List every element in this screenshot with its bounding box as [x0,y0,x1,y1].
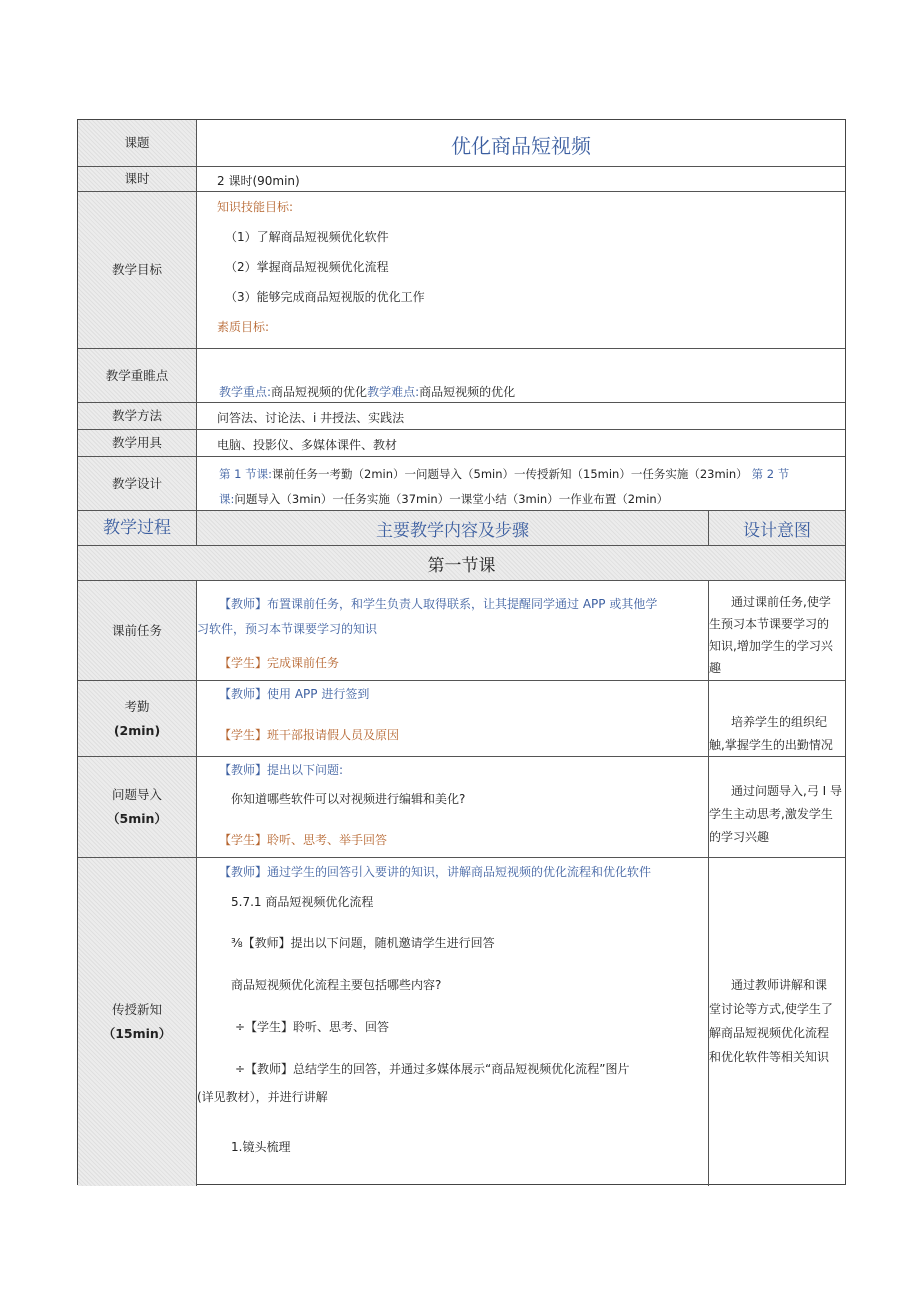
content-line: ÷【学生】聆听、思考、回答 [235,1020,390,1034]
key-points-text: 教学重点:商品短视频的优化教学难点:商品短视频的优化 [219,385,516,399]
hours-value: 2 课时(90min) [217,174,300,188]
content-line: ÷【教师】总结学生的回答，并通过多媒体展示“商品短视频优化流程”图片 [235,1062,630,1076]
content-line: 商品短视频优化流程主要包括哪些内容? [231,978,442,992]
content-line: 1.镜头梳理 [231,1140,291,1154]
intent-line: 和优化软件等相关知识 [709,1050,830,1064]
skill-heading: 知识技能目标: [217,200,294,214]
step-name: 传授新知 [111,1002,162,1017]
title-label: 课题 [78,120,197,166]
step-row-question [78,757,845,858]
tools-label: 教学用具 [78,430,197,456]
quality-heading: 素质目标: [217,320,270,334]
step-row-preclass [78,581,845,681]
sub-heading: 5.7.1 商品短视频优化流程 [231,895,374,909]
intent-line: 堂讨论等方式,使学生了 [709,1002,833,1016]
content-line: (详见教材），并进行讲解 [197,1090,328,1104]
step-name: 课前任务 [111,622,162,638]
step-name: 考勤 [124,698,150,714]
teacher-line: 【教师】使用 APP 进行签到 [219,687,370,701]
methods-value: 问答法、讨论法、i 井授法、实践法 [217,411,405,425]
intent-line: 解商品短视频优化流程 [709,1026,830,1040]
design-line-1: 第 1 节课:课前任务一考勤（2min）一问题导入（5min）一传授新知（15min）一任务实施（23min） 第 2 节 [219,467,790,481]
intent-line: 的学习兴趣 [709,830,770,844]
tools-row [78,430,845,457]
step-time: (2min) [113,722,161,738]
intent-line: 通过教师讲解和课 [731,978,828,992]
intent-line: 通过问题导入,弓 I 导 [731,784,842,798]
process-header-row [78,511,845,546]
hours-label: 课时 [78,167,197,191]
process-col-step: 教学过程 [103,518,171,538]
intent-line: 生预习本节课要学习的 [709,617,830,631]
teacher-line: 【教师】布置课前任务，和学生负责人取得联系，让其提醒同学通过 APP 或其他学 [219,597,658,611]
intent-line: 趣 [709,661,722,675]
process-col-intent: 设计意图 [743,520,811,541]
question-line: 你知道哪些软件可以对视频进行编辑和美化? [231,792,466,806]
intent-line: 触,掌握学生的出勤情况 [709,738,833,752]
objective-item: （3）能够完成商品短视版的优化工作 [225,290,425,304]
tools-value: 电脑、投影仪、多媒体课件、教材 [217,438,398,452]
hours-row [78,167,845,192]
design-line-2: 课:问题导入（3min）一任务实施（37min）一课堂小结（3min）一作业布置（2min） [219,492,669,506]
key-points-row [78,349,845,403]
teacher-line: 习软件，预习本节课要学习的知识 [197,622,378,636]
section-title-row [78,546,845,581]
teacher-line: 【教师】提出以下问题: [219,763,344,777]
student-line: 【学生】聆听、思考、举手回答 [219,833,388,847]
step-time: （15min） [102,1026,172,1041]
key-points-label: 教学重睢点 [78,349,197,402]
objectives-label: 教学目标 [78,192,197,348]
step-time: （5min） [107,811,167,826]
teacher-line: 【教师】通过学生的回答引入要讲的知识，讲解商品短视频的优化流程和优化软件 [219,865,652,879]
title-row [78,120,845,167]
intent-line: 通过课前任务,使学 [731,595,831,609]
intent-line: 培养学生的组织纪 [731,715,828,729]
page-title: 优化商品短视频 [451,134,591,158]
student-line: 【学生】班干部报请假人员及原因 [219,728,400,742]
objective-item: （1）了解商品短视频优化软件 [225,230,389,244]
intent-line: 知识,增加学生的学习兴 [709,639,833,653]
objective-item: （2）掌握商品短视频优化流程 [225,260,389,274]
step-row-new-knowledge [78,858,845,1186]
lesson-plan-table [77,119,846,1185]
intent-line: 学生主动思考,激发学生 [709,807,833,821]
step-name: 问题导入 [111,787,162,802]
step-row-attendance [78,681,845,757]
student-line: 【学生】完成课前任务 [219,656,340,670]
design-row [78,457,845,511]
section-title: 第一节课 [427,555,496,576]
objectives-row [78,192,845,349]
content-line: ⅜【教师】提出以下问题，随机邀请学生进行回答 [231,936,495,950]
design-label: 教学设计 [78,457,197,510]
methods-label: 教学方法 [78,403,197,429]
process-col-content: 主要教学内容及步骤 [376,520,529,541]
methods-row [78,403,845,430]
